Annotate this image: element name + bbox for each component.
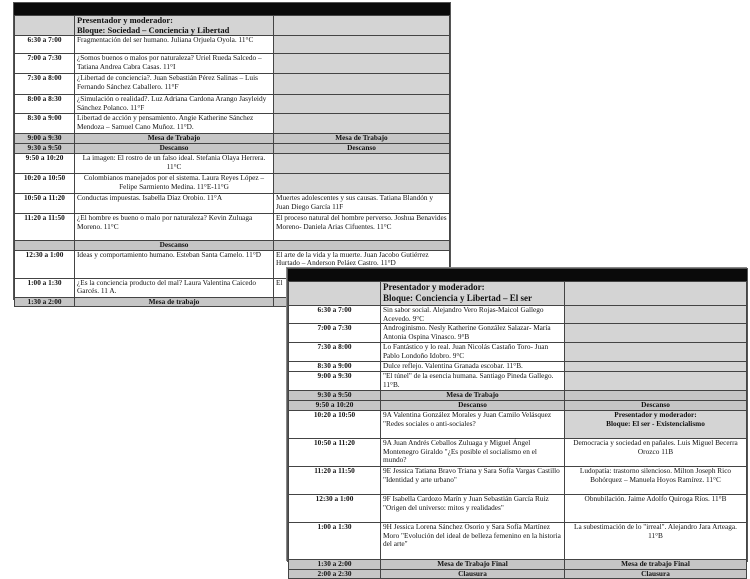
time-cell: 9:50 a 10:20 [289,401,381,411]
table-row [289,324,747,343]
descanso-label: Descanso [75,241,274,251]
time-cell: 8:30 a 9:00 [15,114,75,134]
time-cell: 9:50 a 10:20 [15,154,75,174]
empty-cell [274,154,450,174]
header-row [15,16,450,36]
time-cell: 6:30 a 7:00 [15,36,75,54]
talk-cell: Libertad de acción y pensamiento. Angie Katherine Sánchez Mendoza – Samuel Cano Muñoz. 11°D. [75,114,274,134]
mesa-label: Mesa de Trabajo [381,391,565,401]
time-cell: 7:30 a 8:00 [15,74,75,95]
empty-cell [565,362,747,372]
talk-cell: Colombianos manejados por el sistema. Laura Reyes López – Felipe Sarmiento Medina. 11°E-11°G [75,174,274,194]
empty-cell [274,241,450,251]
time-cell: 12:30 a 1:00 [15,250,75,278]
table-row [289,411,747,439]
clausura-row [289,569,747,579]
mesa-row [289,391,747,401]
talk-cell: 9E Jessica Tatiana Bravo Triana y Sara Sofía Vargas Castillo "Identidad y arte urbano" [381,467,565,495]
talk-cell: ¿Libertad de conciencia?. Juan Sebastián Pérez Salinas – Luis Fernando Sánchez Caballero. 11°F [75,74,274,95]
talk-cell: Ideas y comportamiento humano. Esteban Santa Camelo. 11°D [75,250,274,278]
time-cell: 1:30 a 2:00 [289,560,381,570]
table-row [15,154,450,174]
block-header [75,16,274,36]
talk-cell-right: Obnubilación. Jaime Adolfo Quiroga Ríos. 11°B [565,495,747,523]
header-row [289,282,747,306]
header-right-line-1: Presentador y moderador: [614,410,697,420]
final-row [289,560,747,570]
time-cell: 9:00 a 9:30 [15,134,75,144]
descanso-row [289,401,747,411]
empty-cell [274,36,450,54]
time-cell: 1:00 a 1:30 [15,278,75,297]
table-row [289,495,747,523]
mesa-label-right: Mesa de Trabajo [274,134,450,144]
header-right-cell [565,282,747,306]
empty-cell [274,54,450,74]
header-line-1: Presentador y moderador: [77,15,174,25]
header-line-1: Presentador y moderador: [383,282,485,292]
block-header-right [565,411,747,439]
table-row [289,372,747,391]
talk-cell: ¿El hombre es bueno o malo por naturaleza? Kevin Zuluaga Moreno. 11°C [75,214,274,241]
time-cell: 11:20 a 11:50 [289,467,381,495]
schedule-table-front [288,281,747,579]
header-line-2: Bloque: Sociedad – Conciencia y Libertad [77,24,230,35]
table-row [289,362,747,372]
table-row [15,74,450,95]
header-right-line-2: Bloque: El ser - Existencialismo [606,418,705,428]
time-cell: 1:00 a 1:30 [289,523,381,560]
talk-cell: Lo Fantástico y lo real. Juan Nicolás Castaño Toro- Juan Pablo Londoño Idobro. 9°C [381,343,565,362]
time-cell: 10:20 a 10:50 [289,411,381,439]
empty-cell [565,343,747,362]
talk-cell-right: La subestimación de lo "irreal". Alejandro Jara Arteaga. 11°B [565,523,747,560]
empty-cell [565,306,747,324]
table-row [289,523,747,560]
talk-cell: La imagen: El rostro de un falso ideal. Stefania Olaya Herrera. 11°C [75,154,274,174]
talk-cell: 9F Isabella Cardozo Marín y Juan Sebastián García Ruiz "Origen del universo: mitos y realidades" [381,495,565,523]
time-cell: 7:30 a 8:00 [289,343,381,362]
mesa-final-label: Mesa de Trabajo Final [381,560,565,570]
empty-cell [565,372,747,391]
talk-cell: 9A Valentina González Morales y Juan Camilo Velásquez "Redes sociales o anti-sociales? [381,411,565,439]
time-cell: 6:30 a 7:00 [289,306,381,324]
table-row [15,214,450,241]
table-row [289,343,747,362]
header-right-cell [274,16,450,36]
sheet-top-bar [14,3,450,15]
table-row [289,467,747,495]
mesa-label: Mesa de Trabajo [75,134,274,144]
talk-cell: 9A Juan Andrés Ceballos Zuluaga y Miguel Ángel Montenegro Giraldo "¿Es posible el socialismo en el mundo? [381,439,565,467]
time-cell: 7:00 a 7:30 [289,324,381,343]
talk-cell: "El túnel" de la esencia humana. Santiago Pineda Gallego. 11°B. [381,372,565,391]
talk-cell-right: El arte de la vida y la muerte. Juan Jacobo Gutiérrez Hurtado – Anderson Peláez Castro. 11°D [274,250,450,278]
talk-cell: ¿Es la conciencia producto del mal? Laura Valentina Caicedo Garcés. 11 A. [75,278,274,297]
talk-cell-right: Muertes adolescentes y sus causas. Tatiana Blandón y Juan Diego García 11F [274,194,450,214]
header-line-2: Bloque: Conciencia y Libertad – El ser [383,292,532,303]
descanso-label: Descanso [381,401,565,411]
table-row [15,194,450,214]
header-time-cell [289,282,381,306]
schedule-sheet-back [13,2,451,306]
header-time-cell [15,16,75,36]
talk-cell: ¿Simulación o realidad?. Luz Adriana Cardona Arango Jasyleidy Sánchez Polanco. 11°F [75,95,274,114]
talk-cell-right: Ludopatía: trastorno silencioso. Milton Joseph Rico Bohórquez – Manuela Hoyos Ramírez. 11°C [565,467,747,495]
time-cell: 9:00 a 9:30 [289,372,381,391]
mesa-row [15,134,450,144]
table-row [289,306,747,324]
time-cell: 8:00 a 8:30 [15,95,75,114]
descanso-row [15,144,450,154]
table-row [15,95,450,114]
talk-cell: 9H Jessica Lorena Sánchez Osorio y Sara Sofía Martínez Moro "Evolución del ideal de belleza femenino en la historia del arte" [381,523,565,560]
empty-cell [274,174,450,194]
talk-cell: Dulce reflejo. Valentina Granada escobar. 11°B. [381,362,565,372]
time-cell: 7:00 a 7:30 [15,54,75,74]
table-row [289,439,747,467]
table-row [15,114,450,134]
time-cell: 1:30 a 2:00 [15,297,75,307]
schedule-table-back [14,15,450,307]
table-row [15,174,450,194]
descanso-label-right: Descanso [274,144,450,154]
talk-cell-right: El [274,278,450,297]
descanso-label-right: Descanso [565,401,747,411]
time-cell: 10:50 a 11:20 [289,439,381,467]
talk-cell: Androginismo. Nesly Katherine González Salazar- María Antonia Ospina Vinasco. 9°B [381,324,565,343]
time-cell: 11:20 a 11:50 [15,214,75,241]
descanso-label: Descanso [75,144,274,154]
time-cell: 10:20 a 10:50 [15,174,75,194]
empty-cell [274,74,450,95]
time-cell: 8:30 a 9:00 [289,362,381,372]
sheet-top-bar [288,269,747,281]
time-cell: 2:00 a 2:30 [289,569,381,579]
empty-cell [274,114,450,134]
block-header [381,282,565,306]
time-cell: 9:30 a 9:50 [289,391,381,401]
empty-cell [565,391,747,401]
talk-cell: Fragmentación del ser humano. Juliana Orjuela Oyola. 11°C [75,36,274,54]
descanso-row [15,241,450,251]
time-cell: 12:30 a 1:00 [289,495,381,523]
talk-cell-right: El proceso natural del hombre perverso. Joshua Benavides Moreno- Daniela Arias Cifuentes. 11°C [274,214,450,241]
clausura-label-right: Clausura [565,569,747,579]
talk-cell: Sin sabor social. Alejandro Vero Rojas-Maicol Gallego Acevedo. 9°C [381,306,565,324]
empty-cell [274,95,450,114]
talk-cell: Conductas impuestas. Isabella Díaz Orobio. 11°A [75,194,274,214]
table-row [15,36,450,54]
table-row [15,54,450,74]
time-cell: 9:30 a 9:50 [15,144,75,154]
time-cell: 10:50 a 11:20 [15,194,75,214]
mesa-final-label-right: Mesa de trabajo Final [565,560,747,570]
empty-cell [15,241,75,251]
clausura-label: Clausura [381,569,565,579]
mesa-label: Mesa de trabajo [75,297,274,307]
schedule-sheet-front [287,268,748,578]
talk-cell-right: Democracia y sociedad en pañales. Luis Miguel Becerra Orozco 11B [565,439,747,467]
talk-cell: ¿Somos buenos o malos por naturaleza? Uriel Rueda Salcedo – Tatiana Andrea Cabra Casas. 11°I [75,54,274,74]
empty-cell [565,324,747,343]
